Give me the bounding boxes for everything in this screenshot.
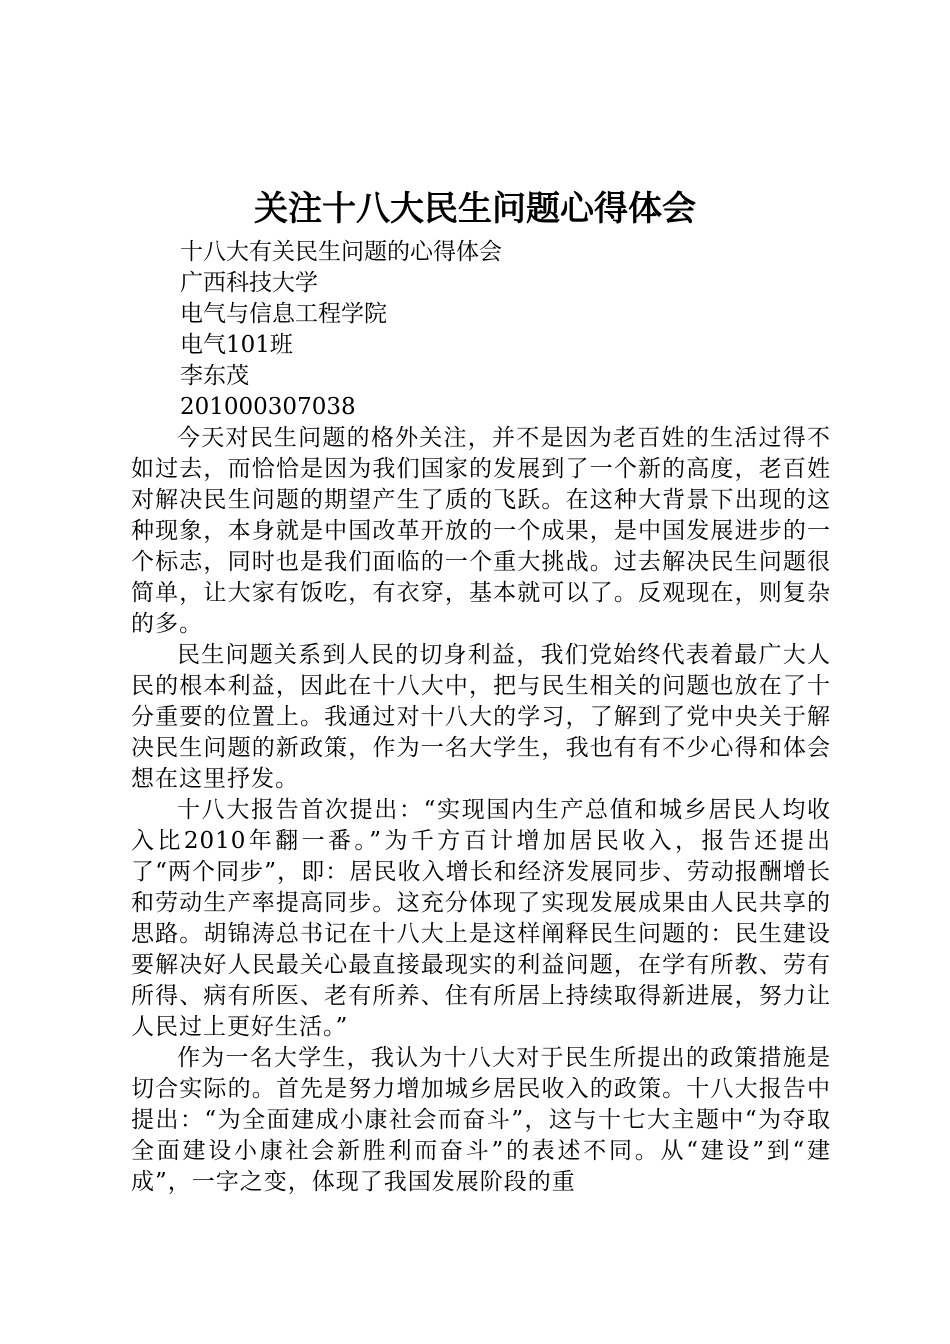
author-info-block xyxy=(180,237,502,423)
body-paragraph: 民生问题关系到人民的切身利益，我们党始终代表着最广大人民的根本利益，因此在十八大中，把与民生相关的问题也放在了十分重要的位置上。我通过对十八大的学习，了解到了党中央关于解决民生问题的新政策，作为一名大学生，我也有有不少心得和体会想在这里抒发。 xyxy=(131,642,831,792)
document-title: 关注十八大民生问题心得体会 xyxy=(254,189,696,229)
document-body xyxy=(131,423,831,1198)
subtitle-line: 十八大有关民生问题的心得体会 xyxy=(180,239,502,265)
author-name-line: 李东茂 xyxy=(180,363,249,389)
body-paragraph: 十八大报告首次提出：“实现国内生产总值和城乡居民人均收入比2010年翻一番。”为千方百计增加居民收入，报告还提出了“两个同步”，即：居民收入增长和经济发展同步、劳动报酬增长和劳动生产率提高同步。这充分体现了实现发展成果由人民共享的思路。胡锦涛总书记在十八大上是这样阐释民生问题的：民生建设要解决好人民最关心最直接最现实的利益问题，在学有所教、劳有所得、病有所医、老有所养、住有所居上持续取得新进展，努力让人民过上更好生活。” xyxy=(131,797,831,1040)
student-id-line: 201000307038 xyxy=(180,394,356,420)
class-line: 电气101班 xyxy=(180,332,293,358)
college-line: 电气与信息工程学院 xyxy=(180,301,387,327)
body-paragraph: 今天对民生问题的格外关注，并不是因为老百姓的生活过得不如过去，而恰恰是因为我们国家的发展到了一个新的高度，老百姓对解决民生问题的期望产生了质的飞跃。在这种大背景下出现的这种现象，本身就是中国改革开放的一个成果，是中国发展进步的一个标志，同时也是我们面临的一个重大挑战。过去解决民生问题很简单，让大家有饭吃，有衣穿，基本就可以了。反观现在，则复杂的多。 xyxy=(131,425,831,637)
body-paragraph: 作为一名大学生，我认为十八大对于民生所提出的政策措施是切合实际的。首先是努力增加城乡居民收入的政策。十八大报告中提出：“为全面建成小康社会而奋斗”，这与十七大主题中“为夺取全面建设小康社会新胜利而奋斗”的表述不同。从“建设”到“建成”，一字之变，体现了我国发展阶段的重 xyxy=(131,1045,831,1195)
university-line: 广西科技大学 xyxy=(180,270,318,296)
